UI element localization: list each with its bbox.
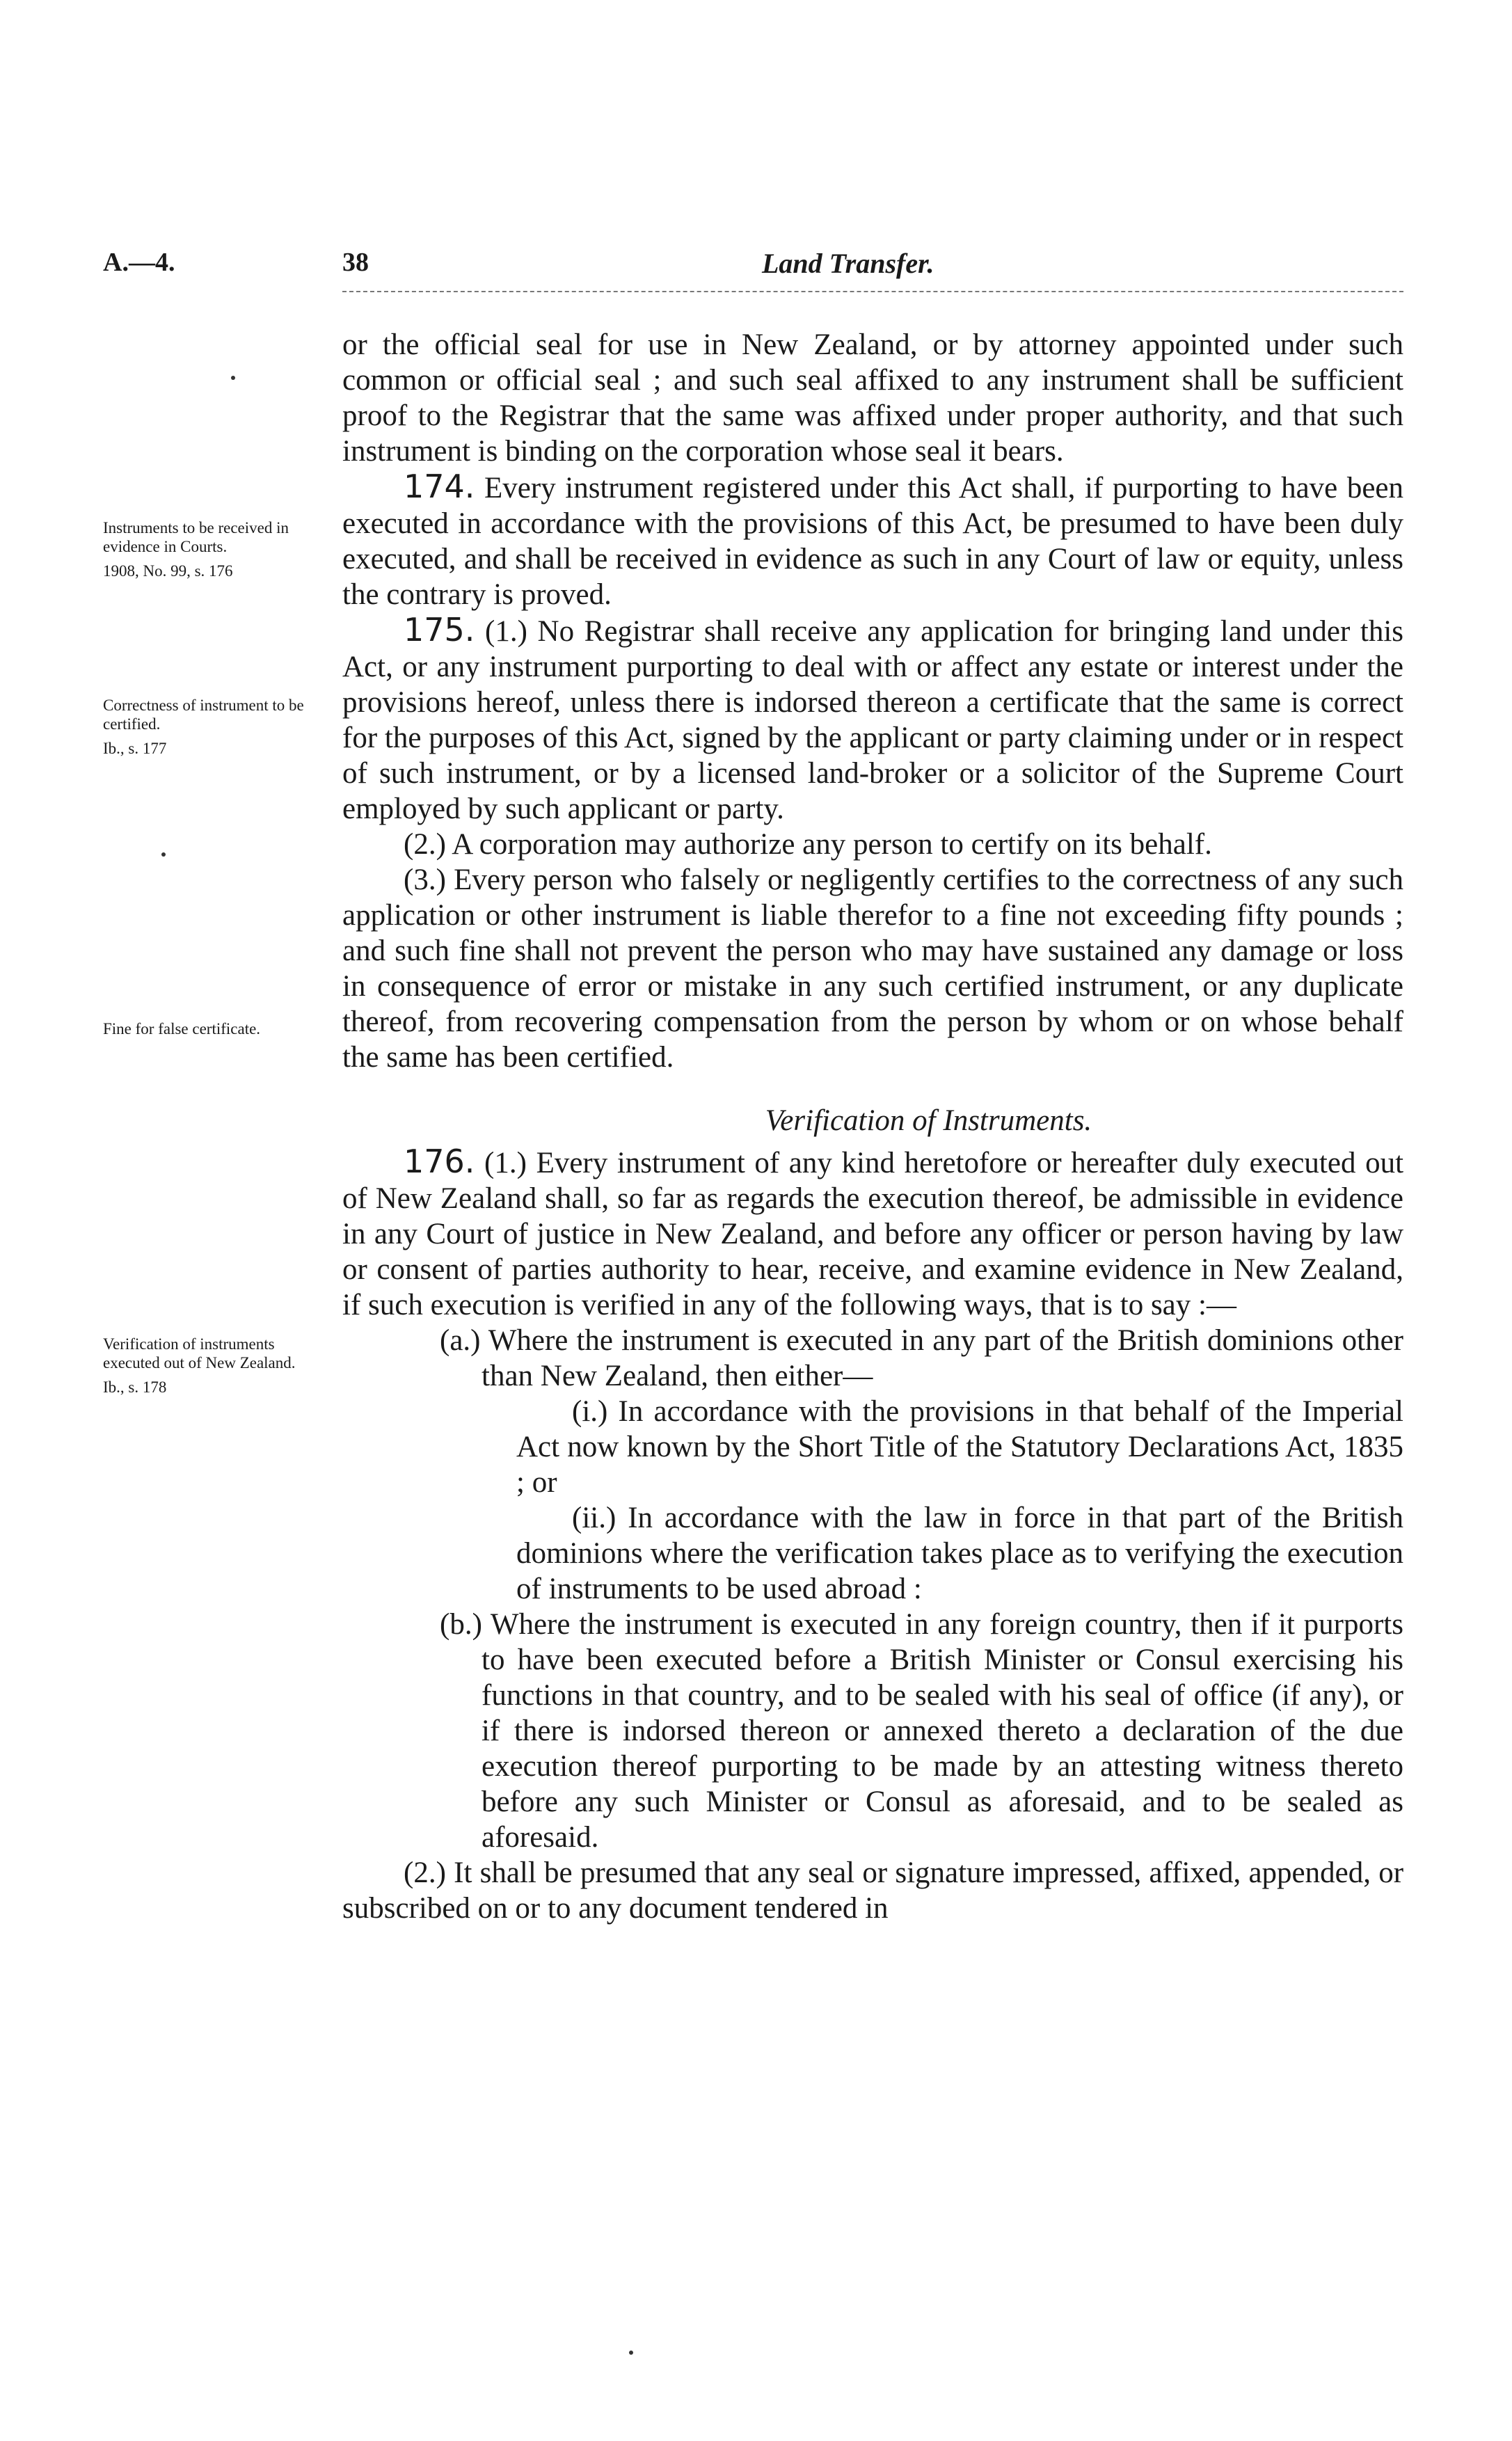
margin-note-fine	[103, 1019, 305, 1038]
subsection-text: A corporation may authorize any person to certify on its behalf.	[452, 828, 1212, 861]
paragraph-a	[342, 1323, 1403, 1394]
section-174	[342, 469, 1403, 612]
paragraph-label: (a.)	[440, 1324, 481, 1357]
margin-note-s175	[103, 696, 305, 758]
section-number: 175.	[404, 611, 475, 649]
subparagraph-ii	[342, 1500, 1403, 1607]
section-number: 176.	[404, 1143, 475, 1180]
subsection-text: No Registrar shall receive any application for bringing land under this Act, or any instrument purporting to deal with or affect any estate or interest under the provisions hereof, unless there is indorsed thereon a certificate that the same is correct for the purposes of this Act, signed by the applicant or party claiming under or in respect of such instrument, or by a licensed land-broker or a solicitor of the Supreme Court employed by such applicant or party.	[342, 615, 1404, 825]
paragraph-text: Where the instrument is executed in any part of the British dominions other than New Zealand, then either—	[482, 1324, 1403, 1392]
subsection-text: It shall be presumed that any seal or signature impressed, affixed, appended, or subscribed on or to any document tendered in	[342, 1856, 1404, 1925]
section-175-3	[342, 862, 1403, 1075]
section-176-1	[342, 1144, 1403, 1323]
section-175-2	[342, 827, 1403, 862]
subsection-label: (3.)	[404, 864, 446, 896]
subsection-label: (1.)	[484, 1147, 527, 1179]
document-code: A.—4.	[103, 248, 175, 277]
header-rule	[342, 291, 1403, 292]
margin-note-ref: Ib., s. 178	[103, 1378, 167, 1396]
page-title: Land Transfer.	[762, 248, 934, 279]
paragraph-text: In accordance with the provisions in that behalf of the Imperial Act now known by the Short Title of the Statutory Declarations Act, 1835 ; or	[516, 1395, 1403, 1499]
paragraph-label: (ii.)	[572, 1502, 616, 1534]
scan-speck	[161, 852, 166, 857]
margin-note-title: Correctness of instrument to be certified.	[103, 697, 304, 733]
margin-note-title: Instruments to be received in evidence in Courts.	[103, 519, 289, 555]
subsection-label: (2.)	[404, 1856, 446, 1889]
subsection-text: Every person who falsely or negligently certifies to the correctness of any such application or other instrument is liable therefor to a fine not exceeding fifty pounds ; and such fine shall not prevent the person who may have sustained any damage or loss in consequence of error or mistake in any such certified instrument, or any duplicate thereof, from recovering compensation from the person by whom or on whose behalf the same has been certified.	[342, 864, 1404, 1074]
continuation-paragraph: or the official seal for use in New Zealand, or by attorney appointed under such common or official seal ; and such seal affixed to any instrument shall be sufficient proof to the Registrar that the same was affixed under proper authority, and that such instrument is binding on the corporation whose seal it bears.	[342, 328, 1403, 468]
margin-note-ref: Ib., s. 177	[103, 740, 167, 757]
body-text	[342, 327, 1403, 1926]
section-text: Every instrument registered under this Act shall, if purporting to have been executed in accordance with the provisions of this Act, be presumed to have been duly executed, and shall be received in evidence as such in any Court of law or equity, unless the contrary is proved.	[342, 472, 1404, 611]
paragraph-text: In accordance with the law in force in that part of the British dominions where the verification takes place as to verifying the execution of instruments to be used abroad :	[516, 1502, 1403, 1605]
margin-note-s176	[103, 1335, 305, 1397]
section-number: 174.	[404, 468, 475, 505]
margin-note-title: Fine for false certificate.	[103, 1020, 261, 1037]
page-number: 38	[342, 248, 369, 277]
margin-note-title: Verification of instruments executed out of New Zealand.	[103, 1335, 296, 1371]
paragraph-label: (i.)	[572, 1395, 608, 1428]
subsection-label: (1.)	[485, 615, 527, 648]
paragraph-b	[342, 1607, 1403, 1855]
margin-note-ref: 1908, No. 99, s. 176	[103, 562, 233, 580]
section-176-2	[342, 1855, 1403, 1926]
section-175-1	[342, 612, 1403, 827]
subheading: Verification of Instruments.	[765, 1104, 1092, 1137]
margin-note-s174	[103, 518, 305, 580]
paragraph-label: (b.)	[440, 1608, 482, 1641]
running-head	[0, 247, 1512, 289]
subsection-text: Every instrument of any kind heretofore or hereafter duly executed out of New Zealand shall, so far as regards the execution thereof, be admissible in evidence in any Court of justice in New Zealand, and before any officer or person having by law or consent of parties authority to hear, receive, and examine evidence in New Zealand, if such execution is verified in any of the following ways, that is to say :—	[342, 1147, 1404, 1321]
subparagraph-i	[342, 1394, 1403, 1500]
subsection-label: (2.)	[404, 828, 446, 861]
scan-speck	[629, 2351, 633, 2355]
paragraph-text: Where the instrument is executed in any foreign country, then if it purports to have been executed before a British Minister or Consul exercising his functions in that country, and to be sealed with his seal of office (if any), or if there is indorsed thereon or annexed thereto a declaration of the due execution thereof purporting to be made by an attesting witness thereto before any such Minister or Consul as aforesaid, and to be sealed as aforesaid.	[482, 1608, 1403, 1854]
scan-speck	[231, 376, 235, 380]
